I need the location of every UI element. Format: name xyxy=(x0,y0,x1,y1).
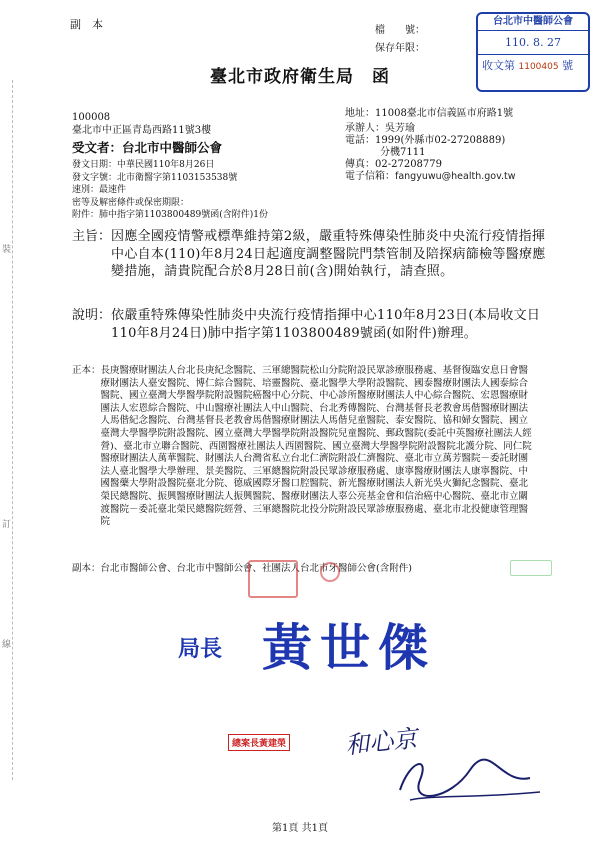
red-chop-2 xyxy=(320,562,340,582)
red-chop-small: 總案長黃建榮 xyxy=(228,734,290,751)
cc-label: 副本： xyxy=(72,563,101,574)
meta-secrecy: 密等及解密條件或保密期限： xyxy=(72,197,190,208)
meta-speed: 速別：最速件 xyxy=(72,185,127,195)
main-recipients xyxy=(72,365,532,529)
director-name: 黃世傑 xyxy=(262,618,436,677)
receipt-stamp-label: 收文第 xyxy=(482,59,515,72)
copy-label: 副 本 xyxy=(70,18,103,31)
main-recipients-label: 正本： xyxy=(72,365,101,376)
sender-email-label: 電子信箱： xyxy=(345,171,395,182)
director-title: 局長 xyxy=(178,636,223,662)
meta-number: 發文字號：北市衛醫字第1103153538號 xyxy=(72,172,238,183)
margin-mark-3: 線 xyxy=(2,640,12,650)
retention-label: 保存年限： xyxy=(375,43,425,54)
subject-label: 主旨： xyxy=(72,229,112,244)
sender-fax: 傳真：02-27208779 xyxy=(345,159,443,170)
meta-date: 發文日期：中華民國110年8月26日 xyxy=(72,160,215,170)
red-chop-1 xyxy=(248,560,298,598)
cc-recipients xyxy=(72,563,542,576)
subject-text: 因應全國疫情警戒標準維持第2級，嚴重特殊傳染性肺炎中央流行疫情指揮中心自本(110)年8月24日起適度調整醫院門禁管制及陪探病篩檢等醫療應變措施，請貴院配合於8月28日前(含)開始執行，請查照。 xyxy=(111,229,546,279)
description-label: 說明： xyxy=(72,308,112,323)
margin-mark-2: 訂 xyxy=(2,520,12,530)
recipient-to: 台北市中醫師公會 xyxy=(122,140,223,155)
receipt-stamp-suffix: 號 xyxy=(562,59,574,72)
description-section xyxy=(72,307,557,342)
cc-text: 台北市醫師公會、台北市中醫師公會、社團法人台北市牙醫師公會(含附件) xyxy=(100,563,412,574)
sender-phone: 電話：1999(外縣市02-27208889) xyxy=(345,135,506,146)
recipient-to-label: 受文者： xyxy=(72,140,123,155)
sender-ext: 分機7111 xyxy=(380,147,426,158)
meta-attachment: 附件：肺中指字第1103800489號函(含附件)1份 xyxy=(72,210,269,220)
receipt-stamp-org: 台北市中醫師公會 xyxy=(478,14,588,31)
handwritten-note: 和心京 xyxy=(343,724,419,760)
green-chop xyxy=(510,560,552,576)
recipient-postcode: 100008 xyxy=(72,112,111,123)
page-number: 第1頁 共1頁 xyxy=(272,823,328,834)
handwritten-scribble xyxy=(390,750,550,810)
sender-address: 地址：11008臺北市信義區市府路1號 xyxy=(345,108,514,119)
receipt-stamp-number: 1100405 xyxy=(518,62,559,72)
binding-line xyxy=(12,80,13,780)
receipt-stamp-date: 110. 8. 27 xyxy=(478,31,588,55)
margin-mark-1: 裝 xyxy=(2,245,12,255)
recipient-address: 臺北市中正區青島西路11號3樓 xyxy=(72,125,212,136)
main-recipients-text: 長庚醫療財團法人台北長庚紀念醫院、三軍總醫院松山分院附設民眾診療服務處、基督復臨安息日會醫療財團法人臺安醫院、博仁綜合醫院、培靈醫院、臺北醫學大學附設醫院、國泰醫療財團法人國泰綜合醫院、國立臺灣大學醫學院附設醫院癌醫中心分院、中心診所醫療財團法人中心綜合醫院、宏恩醫療財團法人宏恩綜合醫院、中山醫療社團法人中山醫院、台北秀傳醫院、台灣基督長老教會馬偕醫療財團法人馬偕紀念醫院、台灣基督長老教會馬偕醫療財團法人馬偕兒童醫院、泰安醫院、協和婦女醫院、國立臺灣大學醫學院附設醫院、國立臺灣大學醫學院附設醫院兒童醫院、郵政醫院(委託中英醫療社團法人經營)、臺北市立聯合醫院、西園醫療社團法人西園醫院、國立臺灣大學醫學院附設醫院北護分院、同仁院醫療財團法人萬華醫院、財團法人台灣省私立台北仁濟院附設仁濟醫院、臺北市立萬芳醫院－委託財團法人臺北醫學大學辦理、景美醫院、三軍總醫院附設民眾診療服務處、康寧醫療財團法人康寧醫院、中國醫藥大學附設醫院臺北分院、德威國際牙醫口腔醫院、新光醫療財團法人新光吳火獅紀念醫院、臺北榮民總醫院、振興醫療財團法人振興醫院、醫療財團法人辜公亮基金會和信治癌中心醫院、臺北市立關渡醫院－委託臺北榮民總醫院經營、三軍總醫院北投分院附設民眾診療服務處、臺北市北投健康管理醫院 xyxy=(100,365,532,528)
subject-section xyxy=(72,228,557,281)
sender-email: fangyuwu@health.gov.tw xyxy=(395,171,516,182)
file-no-label: 檔 號： xyxy=(375,25,425,36)
recipient-line xyxy=(72,140,222,155)
document-title: 臺北市政府衛生局 函 xyxy=(210,67,390,87)
description-text: 依嚴重特殊傳染性肺炎中央流行疫情指揮中心110年8月23日(本局收文日110年8月24日)肺中指字第1103800489號函(如附件)辦理。 xyxy=(111,308,541,341)
meta-block xyxy=(72,159,268,222)
sender-block xyxy=(345,108,545,183)
sender-handler: 承辦人：吳芳瑜 xyxy=(345,123,415,134)
